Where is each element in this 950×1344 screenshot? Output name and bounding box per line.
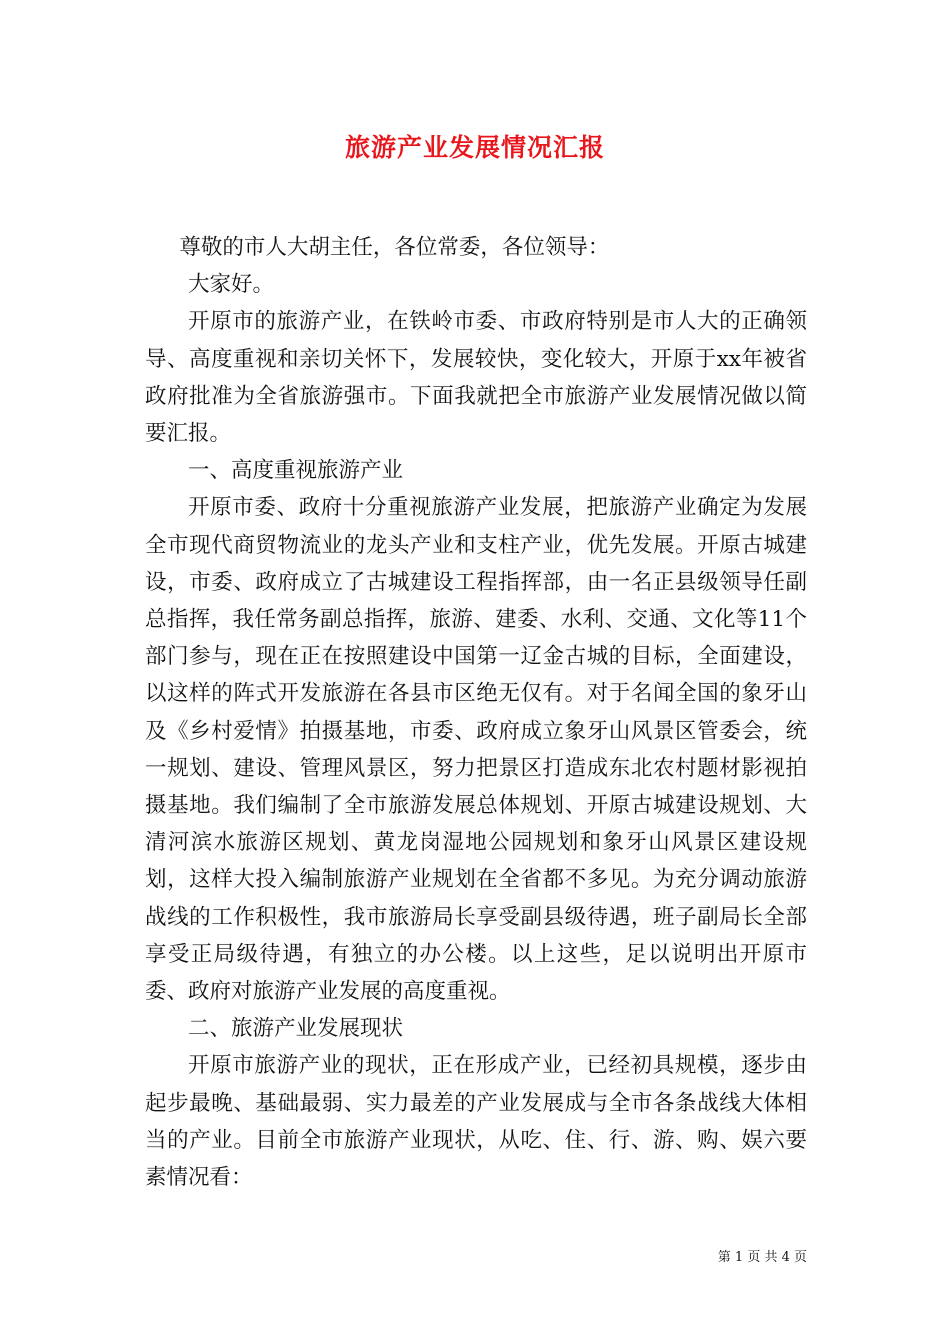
section-1-paragraph: 开原市委、政府十分重视旅游产业发展，把旅游产业确定为发展全市现代商贸物流业的龙头产业和支柱产业，优先发展。开原古城建设，市委、政府成立了古城建设工程指挥部，由一名正县级领导任副总指挥，我任常务副总指挥，旅游、建委、水利、交通、文化等11个部门参与，现在正在按照建设中国第一辽金古城的目标，全面建设，以这样的阵式开发旅游在各县市区绝无仅有。对于名闻全国的象牙山及《乡村爱情》拍摄基地，市委、政府成立象牙山风景区管委会，统一规划、建设、管理风景区，努力把景区打造成东北农村题材影视拍摄基地。我们编制了全市旅游发展总体规划、开原古城建设规划、大清河滨水旅游区规划、黄龙岗湿地公园规划和象牙山风景区建设规划，这样大投入编制旅游产业规划在全省都不多见。为充分调动旅游战线的工作积极性，我市旅游局长享受副县级待遇，班子副局长全部享受正局级待遇，有独立的办公楼。以上这些，足以说明出开原市委、政府对旅游产业发展的高度重视。	[145, 495, 807, 1005]
section-2-paragraph: 开原市旅游产业的现状，正在形成产业，已经初具规模，逐步由起步最晚、基础最弱、实力最差的产业发展成与全市各条战线大体相当的产业。目前全市旅游产业现状，从吃、住、行、游、购、娱六要素情况看：	[145, 1053, 807, 1191]
salutation-paragraph: 尊敬的市人大胡主任，各位常委，各位领导：	[179, 235, 610, 260]
section-heading-2: 二、旅游产业发展现状	[188, 1016, 404, 1042]
page-number-footer: 第 1 页 共 4 页	[717, 1250, 807, 1265]
document-title: 旅游产业发展情况汇报	[344, 133, 605, 162]
section-heading-1: 一、高度重视旅游产业	[188, 458, 404, 484]
greeting-paragraph: 大家好。	[188, 272, 275, 298]
intro-paragraph: 开原市的旅游产业，在铁岭市委、市政府特别是市人大的正确领导、高度重视和亲切关怀下，发展较快，变化较大，开原于xx年被省政府批准为全省旅游强市。下面我就把全市旅游产业发展情况做以简要汇报。	[145, 309, 807, 447]
document-body	[145, 229, 807, 1196]
